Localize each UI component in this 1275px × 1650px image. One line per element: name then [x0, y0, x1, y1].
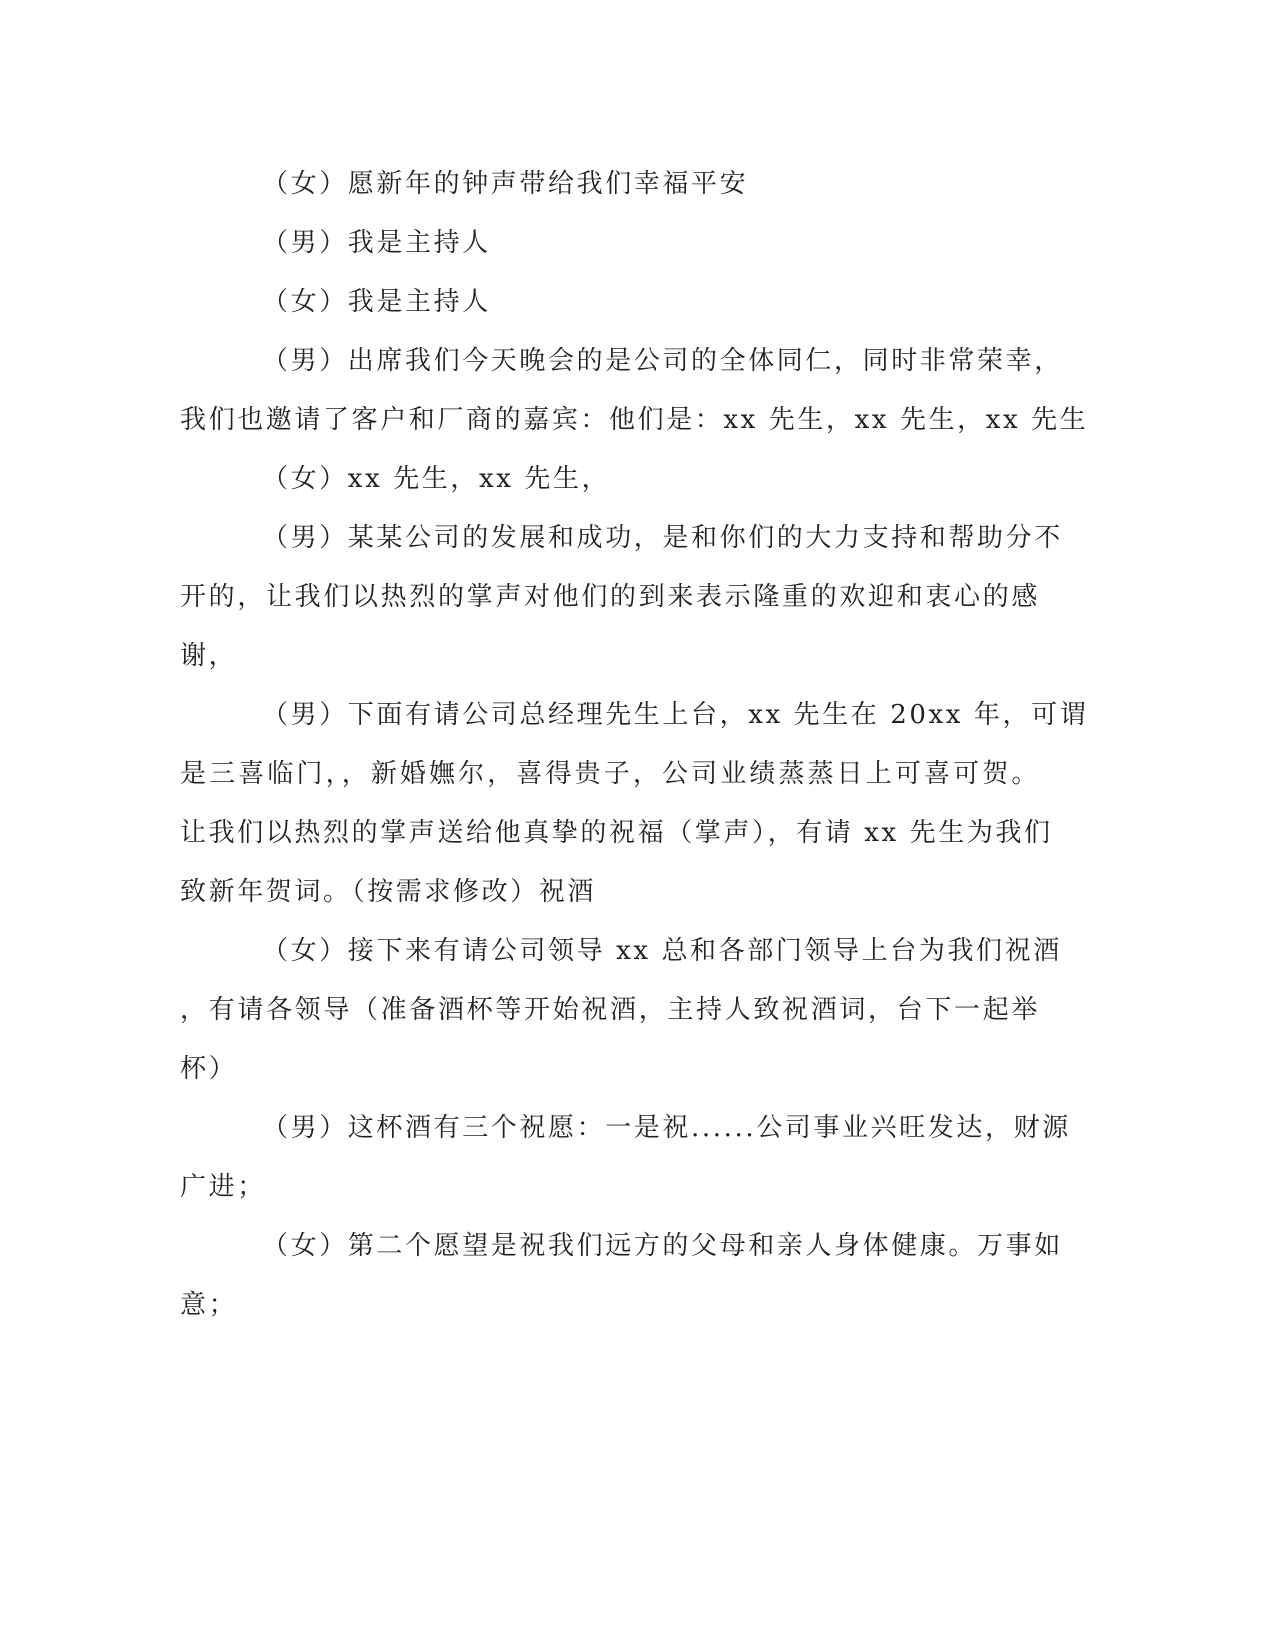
paragraph-line: 杯） — [180, 1054, 238, 1084]
paragraph-line: ，有请各领导（准备酒杯等开始祝酒，主持人致祝酒词，台下一起举 — [180, 995, 1040, 1025]
paragraph-line: 意； — [180, 1290, 238, 1320]
paragraph-line: （女）第二个愿望是祝我们远方的父母和亲人身体健康。万事如 — [262, 1231, 1063, 1261]
paragraph-line: （男）这杯酒有三个祝愿：一是祝......公司事业兴旺发达，财源 — [262, 1113, 1071, 1143]
paragraph-line: （女）接下来有请公司领导 xx 总和各部门领导上台为我们祝酒 — [262, 936, 1062, 966]
paragraph-line: （女）愿新年的钟声带给我们幸福平安 — [262, 169, 749, 199]
paragraph-line: （男）我是主持人 — [262, 228, 491, 258]
paragraph-line: （男）某某公司的发展和成功，是和你们的大力支持和帮助分不 — [262, 523, 1063, 553]
paragraph-line: 我们也邀请了客户和厂商的嘉宾：他们是：xx 先生，xx 先生，xx 先生 — [180, 405, 1089, 435]
paragraph-line: （女）xx 先生，xx 先生， — [262, 464, 611, 494]
paragraph-line: （男）下面有请公司总经理先生上台，xx 先生在 20xx 年，可谓 — [262, 700, 1089, 730]
paragraph-line: （女）我是主持人 — [262, 287, 491, 317]
paragraph-line: 开的，让我们以热烈的掌声对他们的到来表示隆重的欢迎和衷心的感 — [180, 582, 1040, 612]
paragraph-line: （男）出席我们今天晚会的是公司的全体同仁，同时非常荣幸， — [262, 346, 1063, 376]
paragraph-line: 广进； — [180, 1172, 266, 1202]
paragraph-line: 谢， — [180, 641, 238, 671]
paragraph-line: 让我们以热烈的掌声送给他真挚的祝福（掌声），有请 xx 先生为我们 — [180, 818, 1053, 848]
document-body — [180, 155, 1089, 1335]
paragraph-line: 致新年贺词。（按需求修改）祝酒 — [180, 877, 597, 907]
paragraph-line: 是三喜临门，，新婚嫵尔，喜得贵子，公司业绩蒸蒸日上可喜可贺。 — [180, 759, 1040, 789]
